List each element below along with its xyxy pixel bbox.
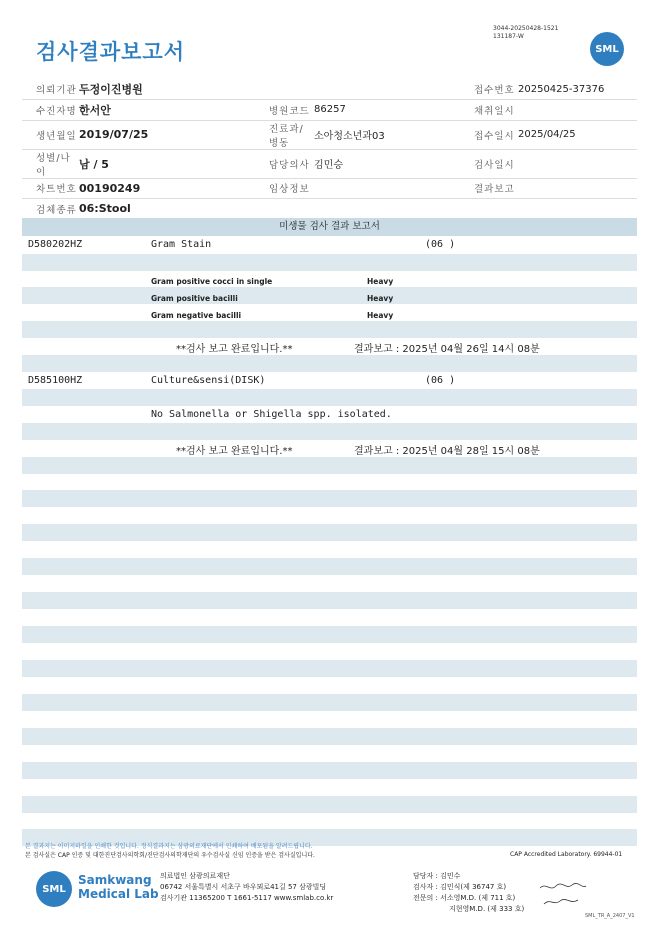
info-label [255, 199, 312, 220]
info-value [516, 149, 637, 178]
info-label: 임상정보 [255, 178, 312, 199]
test2-name: Culture&sensi(DISK) [151, 375, 266, 386]
info-value: 2019/07/25 [77, 120, 255, 149]
result-row-stripe [22, 524, 637, 541]
info-label: 접수일시 [460, 120, 516, 149]
staff-line-2: 검사자 : 김민식(제 36747 호) [413, 883, 507, 891]
staff-line-1: 담당자 : 김민수 [413, 872, 461, 880]
info-value [312, 178, 460, 199]
signature-image [538, 880, 588, 908]
test1-complete-note: **검사 보고 완료입니다.** [176, 344, 293, 355]
result-row-stripe [22, 796, 637, 813]
info-value: 06:Stool [77, 199, 255, 220]
footer-brand [78, 873, 159, 901]
test2-specimen: (06 ) [425, 375, 456, 386]
footer-staff [413, 871, 524, 915]
info-row [22, 120, 637, 149]
microbiology-section-header: 미생물 검사 결과 보고서 [22, 218, 637, 236]
info-value: 00190249 [77, 178, 255, 199]
document-code-line2: 131187-W [493, 33, 524, 40]
info-row [22, 178, 637, 199]
info-label: 접수번호 [460, 79, 516, 100]
info-label: 의뢰기관 [22, 79, 77, 100]
result-row-stripe [22, 694, 637, 711]
info-label: 차트번호 [22, 178, 77, 199]
info-value [516, 178, 637, 199]
result-row-stripe [22, 592, 637, 609]
brand-line1: Samkwang [78, 873, 152, 887]
test1-name: Gram Stain [151, 239, 212, 250]
staff-line-4: 지현영M.D. (제 333 호) [449, 905, 525, 913]
footer-cap-notice: 본 검사실은 CAP 인증 및 대한진단검사의학회/진단검사의학재단의 우수검사실 신임 인증을 받은 검사실입니다. [25, 852, 315, 859]
footer-address: 06742 서울특별시 서초구 바우뫼로41길 57 삼광빌딩 [160, 883, 327, 891]
result-row-stripe [22, 254, 637, 271]
footer-org: 의료법인 삼광의료재단 [160, 872, 230, 880]
info-value: 20250425-37376 [516, 79, 637, 100]
info-value: 86257 [312, 100, 460, 121]
info-row [22, 199, 637, 220]
footer-image-notice: 본 결과지는 이미지파일을 인쇄한 것입니다. 정식결과지는 삼광의료재단에서 인쇄하여 배포됨을 알려드립니다. [25, 843, 313, 850]
result-row-stripe [22, 660, 637, 677]
test1-code: D580202HZ [28, 239, 83, 250]
info-row [22, 100, 637, 121]
info-value [516, 199, 637, 220]
patient-info-table [22, 79, 637, 220]
footer-sml-logo: SML [36, 871, 72, 907]
test1-finding-1-result: Heavy [367, 277, 394, 286]
test2-report-time: 결과보고 : 2025년 04월 28일 15시 08분 [354, 446, 540, 457]
footer-org-info [160, 871, 333, 904]
info-row [22, 149, 637, 178]
info-label: 생년월일 [22, 120, 77, 149]
footer-contact: 검사기관 11365200 T 1661-5117 www.smlab.co.kr [160, 894, 334, 902]
info-value: 2025/04/25 [516, 120, 637, 149]
result-row-stripe [22, 728, 637, 745]
info-value: 두정이진병원 [77, 79, 255, 100]
info-value: 소아청소년과03 [312, 120, 460, 149]
test1-finding-3-result: Heavy [367, 311, 394, 320]
info-value [312, 199, 460, 220]
info-label: 검사일시 [460, 149, 516, 178]
result-row-stripe [22, 321, 637, 338]
test1-finding-3-name: Gram negative bacilli [151, 311, 242, 320]
test1-finding-2-name: Gram positive bacilli [151, 294, 238, 303]
info-row [22, 79, 637, 100]
sml-logo: SML [590, 32, 624, 66]
result-row-stripe [22, 558, 637, 575]
info-label: 담당의사 [255, 149, 312, 178]
info-label: 성별/나이 [22, 149, 77, 178]
test2-complete-note: **검사 보고 완료입니다.** [176, 446, 293, 457]
result-row-stripe [22, 287, 637, 304]
test1-finding-1-name: Gram positive cocci in single [151, 277, 273, 286]
result-row-stripe [22, 626, 637, 643]
page-title: 검사결과보고서 [36, 40, 186, 64]
test2-code: D585100HZ [28, 375, 83, 386]
info-label: 병원코드 [255, 100, 312, 121]
result-row-stripe [22, 457, 637, 474]
info-value [516, 100, 637, 121]
test2-finding: No Salmonella or Shigella spp. isolated. [151, 409, 392, 420]
cap-accreditation: CAP Accredited Laboratory. 69944-01 [510, 851, 623, 858]
result-row-stripe [22, 389, 637, 406]
info-value: 남 / 5 [77, 149, 255, 178]
info-value: 한서안 [77, 100, 255, 121]
info-label [255, 79, 312, 100]
brand-line2: Medical Lab [78, 887, 159, 901]
info-label: 수진자명 [22, 100, 77, 121]
info-label [460, 199, 516, 220]
test1-report-time: 결과보고 : 2025년 04월 26일 14시 08분 [354, 344, 540, 355]
test1-finding-2-result: Heavy [367, 294, 394, 303]
result-row-stripe [22, 423, 637, 440]
test1-specimen: (06 ) [425, 239, 456, 250]
info-label: 결과보고 [460, 178, 516, 199]
result-row-stripe [22, 490, 637, 507]
info-label: 채취일시 [460, 100, 516, 121]
info-value [312, 79, 460, 100]
info-label: 검체종류 [22, 199, 77, 220]
info-label: 진료과/병동 [255, 120, 312, 149]
document-code-line1: 3044-20250428-1521 [493, 25, 559, 32]
document-code [493, 25, 558, 41]
info-value: 김민승 [312, 149, 460, 178]
staff-line-3: 전문의 : 서소영M.D. (제 711 호) [413, 894, 516, 902]
form-id: SML_TR_A_2407_V1 [585, 913, 635, 919]
result-row-stripe [22, 355, 637, 372]
result-row-stripe [22, 762, 637, 779]
